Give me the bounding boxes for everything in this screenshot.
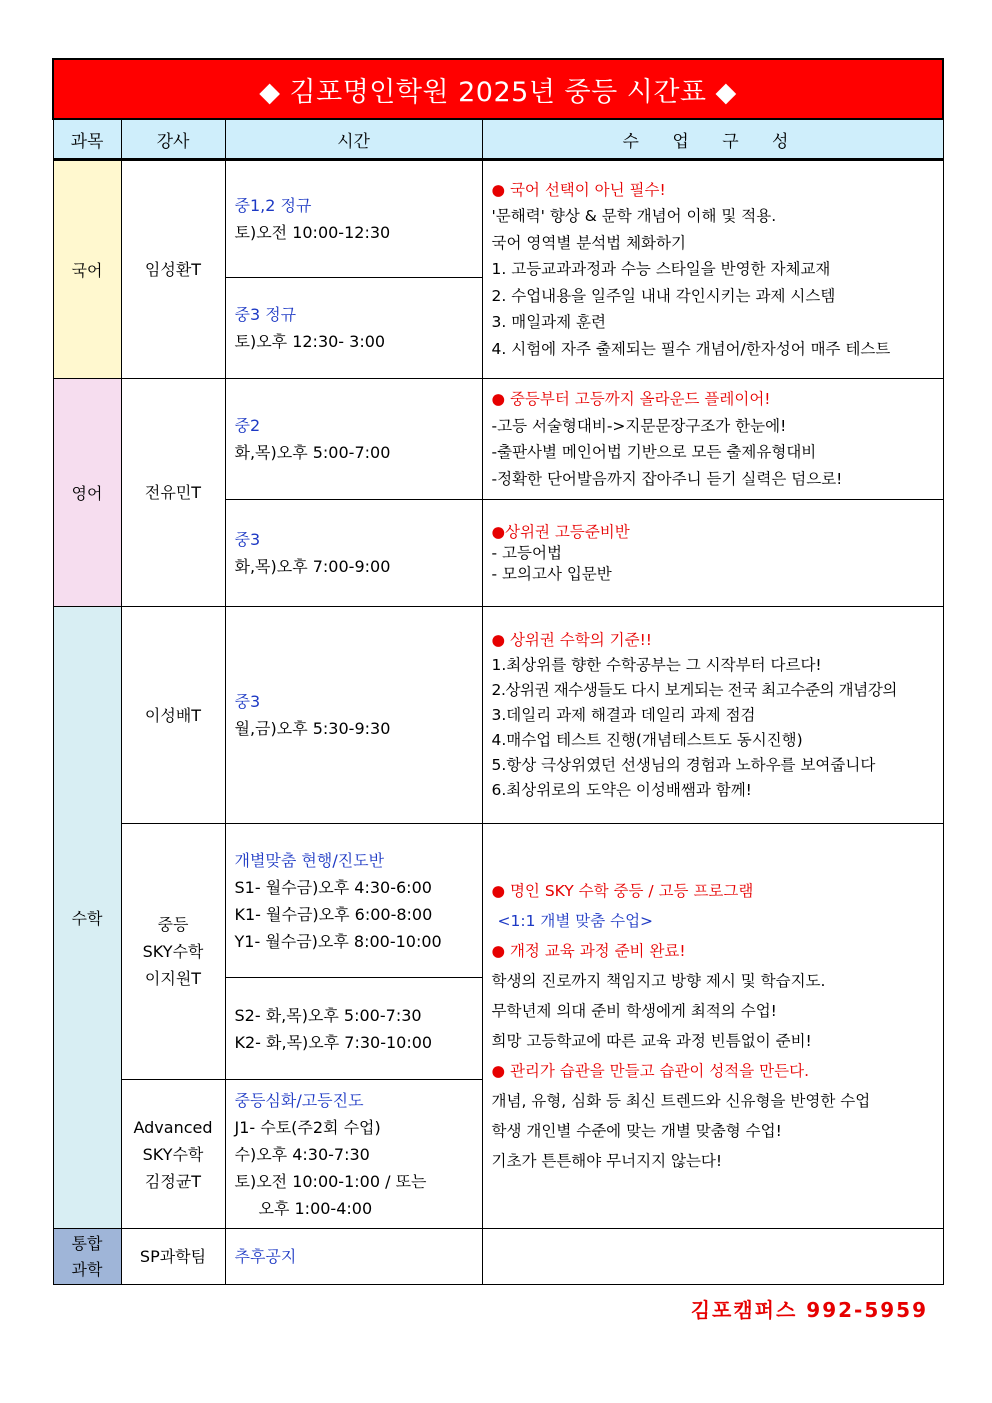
teacher-line: Advanced: [133, 1117, 213, 1137]
desc-line: 2. 수업내용을 일주일 내내 각인시키는 과제 시스템: [491, 286, 836, 305]
class-time: K2- 화,목)오후 7:30-10:00: [234, 1032, 433, 1052]
class-time: 토)오후 12:30- 3:00: [234, 332, 386, 351]
header-subject: 과목: [53, 119, 121, 160]
header-time: 시간: [225, 119, 482, 160]
teacher-math-advanced: [121, 1080, 225, 1229]
desc-line: ●상위권 고등준비반: [491, 522, 630, 541]
class-time: 화,목)오후 5:00-7:00: [234, 443, 391, 462]
time-math-lee: [225, 607, 482, 824]
footer-contact: 김포캠퍼스 992-5959: [690, 1298, 928, 1322]
class-time: 토)오전 10:00-1:00 / 또는: [234, 1171, 427, 1191]
desc-line: 4.매수업 테스트 진행(개념테스트도 동시진행): [491, 730, 803, 749]
desc-line: ● 관리가 습관을 만들고 습관이 성적을 만든다.: [491, 1062, 810, 1080]
desc-line: '문해력' 향상 & 문학 개념어 이해 및 적용.: [491, 207, 777, 226]
desc-science: [482, 1229, 943, 1285]
desc-korean: [482, 160, 943, 379]
time-english-2: [225, 500, 482, 607]
header-row: [53, 119, 943, 160]
class-time: 화,목)오후 7:00-9:00: [234, 557, 391, 576]
desc-line: 학생의 진로까지 책임지고 방향 제시 및 학습지도.: [491, 972, 826, 990]
header-content: 수 업 구 성: [482, 119, 943, 160]
desc-line: -고등 서술형대비->지문문장구조가 한눈에!: [491, 416, 787, 435]
desc-line: <1:1 개별 맞춤 수업>: [497, 912, 654, 930]
time-korean-1: [225, 160, 482, 278]
teacher-math-sky: [121, 824, 225, 1080]
subject-line: 과학: [71, 1259, 103, 1279]
desc-line: ● 명인 SKY 수학 중등 / 고등 프로그램: [491, 882, 754, 900]
class-label: 중3: [234, 530, 261, 549]
subject-korean: 국어: [53, 160, 121, 379]
class-time: 추후공지: [234, 1247, 297, 1266]
class-time: J1- 수토(주2회 수업): [234, 1117, 381, 1137]
desc-line: 3.데일리 과제 해결과 데일리 과제 점검: [491, 705, 756, 724]
desc-line: 기초가 튼튼해야 무너지지 않는다!: [491, 1152, 723, 1170]
desc-line: ● 개정 교육 과정 준비 완료!: [491, 942, 686, 960]
class-label: 중2: [234, 416, 261, 435]
class-time: Y1- 월수금)오후 8:00-10:00: [234, 931, 442, 951]
desc-line: 1.최상위를 향한 수학공부는 그 시작부터 다르다!: [491, 655, 822, 674]
class-label: 중1,2 정규: [234, 196, 312, 215]
teacher-line: 이지원T: [144, 969, 202, 988]
desc-line: 국어 영역별 분석법 체화하기: [491, 233, 686, 252]
time-math-sky-2: [225, 978, 482, 1080]
class-time: 토)오전 10:00-12:30: [234, 223, 391, 242]
desc-line: 2.상위권 재수생들도 다시 보게되는 전국 최고수준의 개념강의: [491, 680, 897, 699]
desc-line: ● 중등부터 고등까지 올라운드 플레이어!: [491, 390, 771, 408]
desc-english-2: [482, 500, 943, 607]
subject-english: 영어: [53, 379, 121, 607]
desc-english-1: [482, 379, 943, 500]
class-time: S2- 화,목)오후 5:00-7:30: [234, 1005, 422, 1025]
timetable: [52, 58, 944, 1285]
desc-line: ● 국어 선택이 아닌 필수!: [491, 180, 666, 199]
header-teacher: 강사: [121, 119, 225, 160]
time-math-advanced: [225, 1080, 482, 1229]
class-label: 개별맞춤 현행/진도반: [234, 850, 385, 870]
class-label: 중3: [234, 692, 261, 711]
teacher-line: 중등: [157, 915, 189, 934]
subject-line: 통합: [71, 1233, 103, 1253]
subject-math: 수학: [53, 607, 121, 1229]
desc-line: 희망 고등학교에 따른 교육 과정 빈틈없이 준비!: [491, 1032, 812, 1050]
class-label: 중3 정규: [234, 305, 297, 324]
class-time: S1- 월수금)오후 4:30-6:00: [234, 877, 432, 897]
desc-line: ● 상위권 수학의 기준!!: [491, 630, 653, 649]
desc-line: -정확한 단어발음까지 잡아주니 듣기 실력은 덤으로!: [491, 469, 843, 488]
desc-line: - 고등어법: [491, 543, 562, 562]
desc-line: 학생 개인별 수준에 맞는 개별 맞춤형 수업!: [491, 1122, 782, 1140]
teacher-english: 전유민T: [121, 379, 225, 607]
time-math-sky-1: [225, 824, 482, 978]
desc-line: - 모의고사 입문반: [491, 564, 612, 583]
class-time: K1- 월수금)오후 6:00-8:00: [234, 904, 433, 924]
desc-line: 개념, 유형, 심화 등 최신 트렌드와 신유형을 반영한 수업: [491, 1092, 871, 1110]
class-time: 수)오후 4:30-7:30: [234, 1144, 370, 1164]
subject-science: [53, 1229, 121, 1285]
teacher-line: SKY수학: [142, 942, 204, 961]
desc-math-sky: [482, 824, 943, 1229]
desc-line: 1. 고등교과과정과 수능 스타일을 반영한 자체교재: [491, 260, 831, 279]
class-time: 오후 1:00-4:00: [258, 1198, 373, 1218]
time-english-1: [225, 379, 482, 500]
page-title: ◆ 김포명인학원 2025년 중등 시간표 ◆: [53, 59, 943, 119]
teacher-korean: 임성환T: [121, 160, 225, 379]
class-label: 중등심화/고등진도: [234, 1090, 364, 1110]
desc-math-lee: [482, 607, 943, 824]
desc-line: 무학년제 의대 준비 학생에게 최적의 수업!: [491, 1002, 777, 1020]
time-korean-2: [225, 278, 482, 379]
desc-line: 6.최상위로의 도약은 이성배쌤과 함께!: [491, 780, 752, 799]
desc-line: -출판사별 메인어법 기반으로 모든 출제유형대비: [491, 443, 817, 461]
desc-line: 3. 매일과제 훈련: [491, 313, 606, 332]
teacher-math-lee: 이성배T: [121, 607, 225, 824]
class-time: 월,금)오후 5:30-9:30: [234, 719, 391, 738]
teacher-line: 김정균T: [144, 1171, 202, 1191]
teacher-line: SKY수학: [142, 1144, 204, 1164]
desc-line: 5.항상 극상위였던 선생님의 경험과 노하우를 보여줍니다: [491, 755, 876, 774]
teacher-science: SP과학팀: [121, 1229, 225, 1285]
time-science: [225, 1229, 482, 1285]
desc-line: 4. 시험에 자주 출제되는 필수 개념어/한자성어 매주 테스트: [491, 339, 891, 358]
